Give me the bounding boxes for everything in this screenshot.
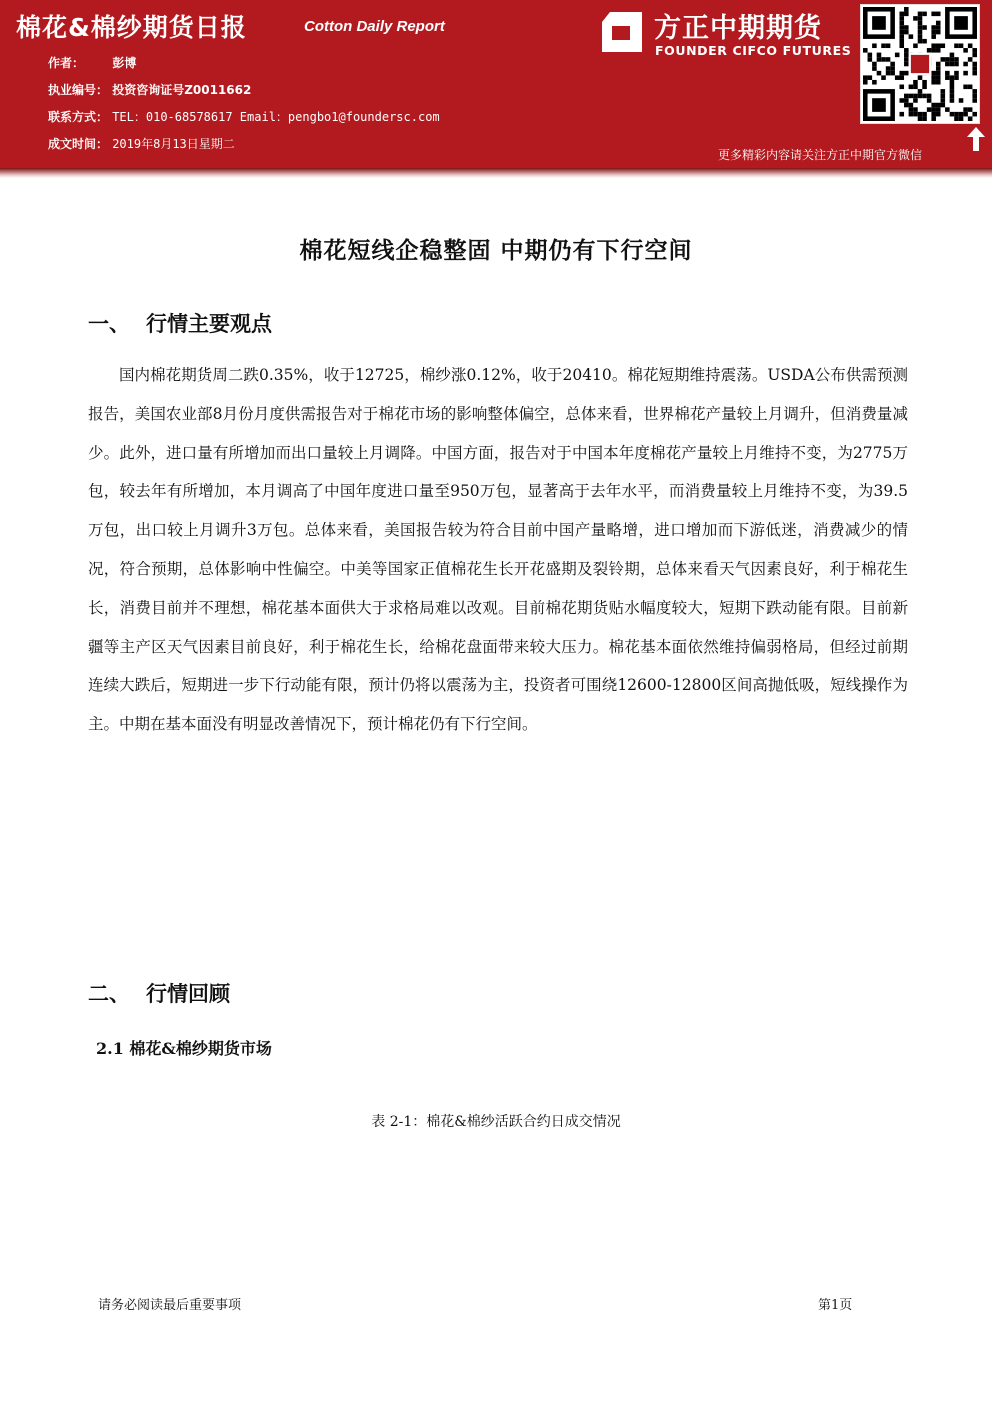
report-title: 棉花&棉纱期货日报 — [16, 13, 247, 42]
license-row — [48, 81, 251, 98]
section-number: 二、 — [88, 982, 130, 1006]
logo-chinese-name: 方正中期期货 — [654, 13, 822, 44]
date-row — [48, 135, 235, 152]
report-header — [0, 0, 992, 168]
wechat-follow-tip: 更多精彩内容请关注方正中期官方微信 — [718, 148, 923, 162]
table-caption: 表 2-1：棉花&棉纱活跃合约日成交情况 — [371, 1114, 621, 1130]
date-label: 成文时间： — [48, 137, 109, 151]
license-label: 执业编号： — [48, 83, 109, 97]
author-name: 彭博 — [112, 56, 137, 70]
subsection-heading: 2.1 棉花&棉纱期货市场 — [96, 1039, 272, 1058]
section-number: 一、 — [88, 312, 130, 336]
section-heading-1 — [88, 308, 272, 338]
contact-label: 联系方式： — [48, 110, 109, 124]
arrow-up-icon — [966, 126, 986, 152]
author-label: 作者： — [48, 56, 85, 70]
footer-notice: 请务必阅读最后重要事项 — [98, 1298, 242, 1313]
header-divider — [0, 168, 992, 178]
wechat-qr-code — [860, 4, 980, 124]
company-logo — [600, 6, 850, 60]
logo-mark-icon — [600, 10, 644, 54]
section-heading-2 — [88, 978, 230, 1008]
report-subtitle: Cotton Daily Report — [304, 18, 445, 35]
market-view-paragraph: 国内棉花期货周二跌0.35%，收于12725，棉纱涨0.12%，收于20410。棉花短期维持震荡。USDA公布供需预测报告，美国农业部8月份月度供需报告对于棉花市场的影响整体偏空，总体来看，世界棉花产量较上月调升，但消费量减少。此外，进口量有所增加而出口量较上月调降。中国方面，报告对于中国本年度棉花产量较上月维持不变，为2775万包，较去年有所增加，本月调高了中国年度进口量至950万包，显著高于去年水平，而消费量较上月维持不变，为39.5万包，出口较上月调升3万包。总体来看，美国报告较为符合目前中国产量略增，进口增加而下游低迷，消费减少的情况，符合预期，总体影响中性偏空。中美等国家正值棉花生长开花盛期及裂铃期，总体来看天气因素良好，利于棉花生长，消费目前并不理想，棉花基本面供大于求格局难以改观。目前棉花期货贴水幅度较大，短期下跌动能有限。目前新疆等主产区天气因素目前良好，利于棉花生长，给棉花盘面带来较大压力。棉花基本面依然维持偏弱格局，但经过前期连续大跌后，短期进一步下行动能有限，预计仍将以震荡为主，投资者可围绕12600-12800区间高抛低吸，短线操作为主。中期在基本面没有明显改善情况下，预计棉花仍有下行空间。 — [88, 366, 908, 734]
contact-info: TEL：010-68578617 Email：pengbo1@foundersc.com — [112, 110, 440, 124]
page-number: 第1页 — [818, 1298, 853, 1313]
section-title: 行情主要观点 — [146, 312, 272, 336]
license-number: 投资咨询证号Z0011662 — [112, 83, 252, 97]
qr-code-icon — [861, 5, 979, 123]
document-title: 棉花短线企稳整固 中期仍有下行空间 — [299, 237, 693, 264]
section-title: 行情回顾 — [146, 982, 230, 1006]
author-row — [48, 54, 136, 71]
logo-english-name: FOUNDER CIFCO FUTURES — [655, 43, 852, 58]
report-date: 2019年8月13日星期二 — [112, 137, 235, 151]
contact-row — [48, 108, 440, 125]
